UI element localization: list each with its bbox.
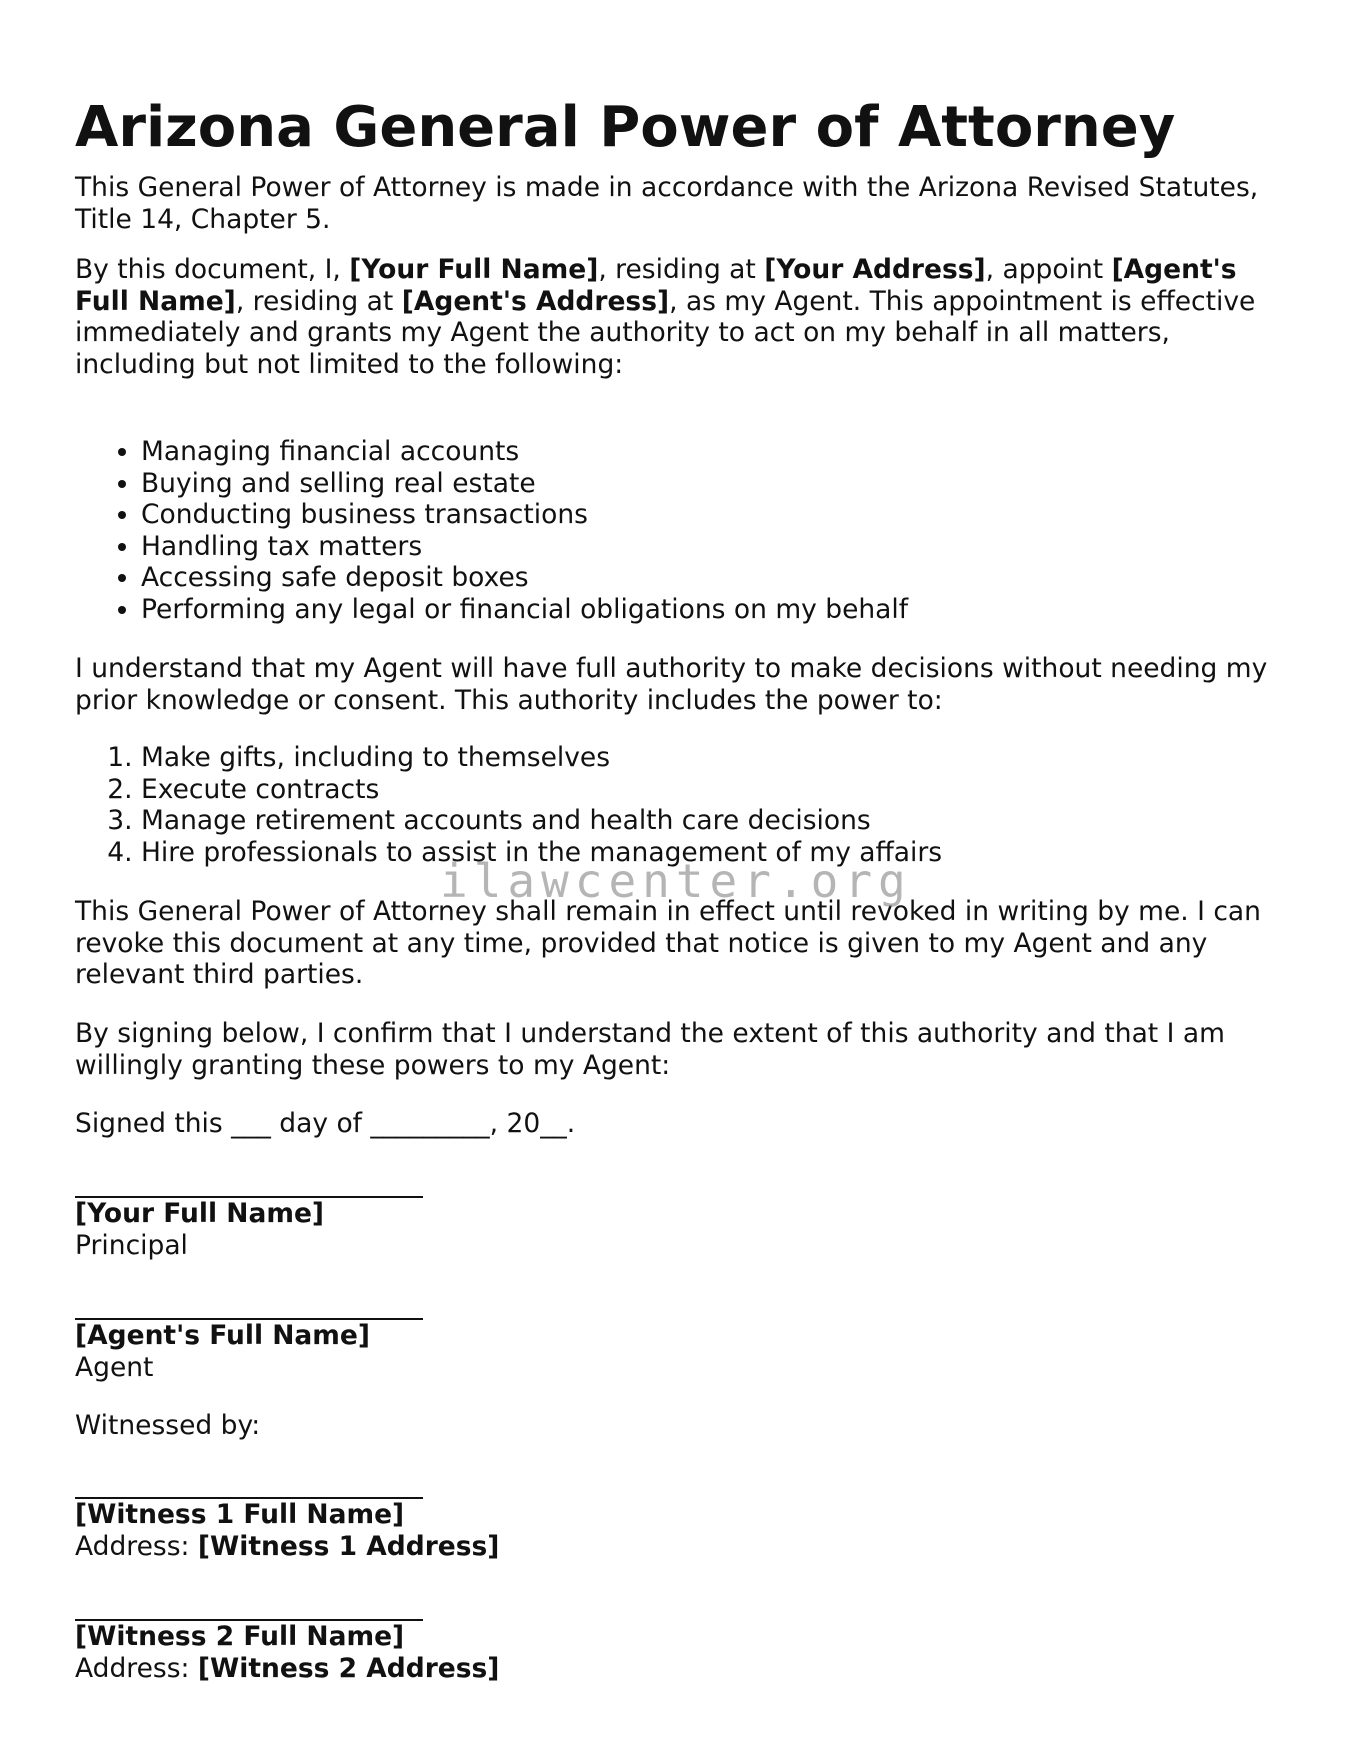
agent-name-placeholder: [Agent's Full Name] <box>75 254 1237 317</box>
list-item: • Handling tax matters <box>141 531 1295 563</box>
list-item: 2. Execute contracts <box>141 774 1295 806</box>
appointment-paragraph <box>75 254 1295 380</box>
list-item: 3. Manage retirement accounts and health care decisions <box>141 805 1295 837</box>
witness2-signature-name: [Witness 2 Full Name] <box>75 1621 405 1652</box>
witness2-address-placeholder: [Witness 2 Address] <box>197 1653 500 1684</box>
agent-signature-role: Agent <box>75 1352 154 1383</box>
agent-address-placeholder: [Agent's Address] <box>401 285 670 317</box>
principal-address-placeholder: [Your Address] <box>764 254 986 285</box>
appointment-text-2: , residing at <box>598 254 765 285</box>
revocation-paragraph: This General Power of Attorney shall remain in effect until revoked in writing by me. I can revoke this document at any time, provided that notice is given to my Agent and any relevant third parties. <box>75 896 1261 991</box>
list-item: 4. Hire professionals to assist in the management of my affairs <box>141 837 1295 869</box>
appointment-text-4: , residing at <box>235 285 402 317</box>
appointment-text-3: , appoint <box>985 254 1112 285</box>
principal-signature-name: [Your Full Name] <box>75 1198 325 1229</box>
appointment-text-1: By this document, I, <box>75 254 350 285</box>
intro-paragraph: This General Power of Attorney is made in accordance with the Arizona Revised Statutes, Title 14, Chapter 5. <box>75 172 1259 235</box>
witness1-address-placeholder: [Witness 1 Address] <box>197 1531 500 1562</box>
list-item: • Buying and selling real estate <box>141 468 1295 500</box>
witness2-address-label: Address: <box>75 1653 198 1684</box>
authority-list <box>75 742 1295 868</box>
witness1-signature-name: [Witness 1 Full Name] <box>75 1499 405 1530</box>
document-title: Arizona General Power of Attorney <box>75 95 1176 160</box>
principal-signature-role: Principal <box>75 1230 188 1261</box>
witnessed-by-label: Witnessed by: <box>75 1410 261 1441</box>
agent-signature-name: [Agent's Full Name] <box>75 1320 371 1351</box>
witness1-address-line <box>75 1531 499 1563</box>
witness1-address-label: Address: <box>75 1531 198 1562</box>
witness2-address-line <box>75 1653 499 1685</box>
list-item: • Conducting business transactions <box>141 499 1295 531</box>
list-item: • Performing any legal or financial obligations on my behalf <box>141 594 1295 626</box>
authority-paragraph: I understand that my Agent will have full authority to make decisions without needing my prior knowledge or consent. This authority includes the power to: <box>75 653 1268 716</box>
site-watermark: ilawcenter.org <box>440 854 912 908</box>
confirmation-paragraph: By signing below, I confirm that I understand the extent of this authority and that I am willingly granting these powers to my Agent: <box>75 1018 1225 1081</box>
signed-date-line: Signed this ___ day of _________, 20__. <box>75 1108 576 1139</box>
list-item: • Accessing safe deposit boxes <box>141 562 1295 594</box>
appointment-text-5: , as my Agent. This appointment is effective immediately and grants my Agent the authority to act on my behalf in all matters, including but not limited to the following: <box>75 285 1256 380</box>
list-item: • Managing financial accounts <box>141 436 1295 468</box>
powers-list <box>75 436 1295 626</box>
principal-name-placeholder: [Your Full Name] <box>349 254 599 285</box>
list-item: 1. Make gifts, including to themselves <box>141 742 1295 774</box>
